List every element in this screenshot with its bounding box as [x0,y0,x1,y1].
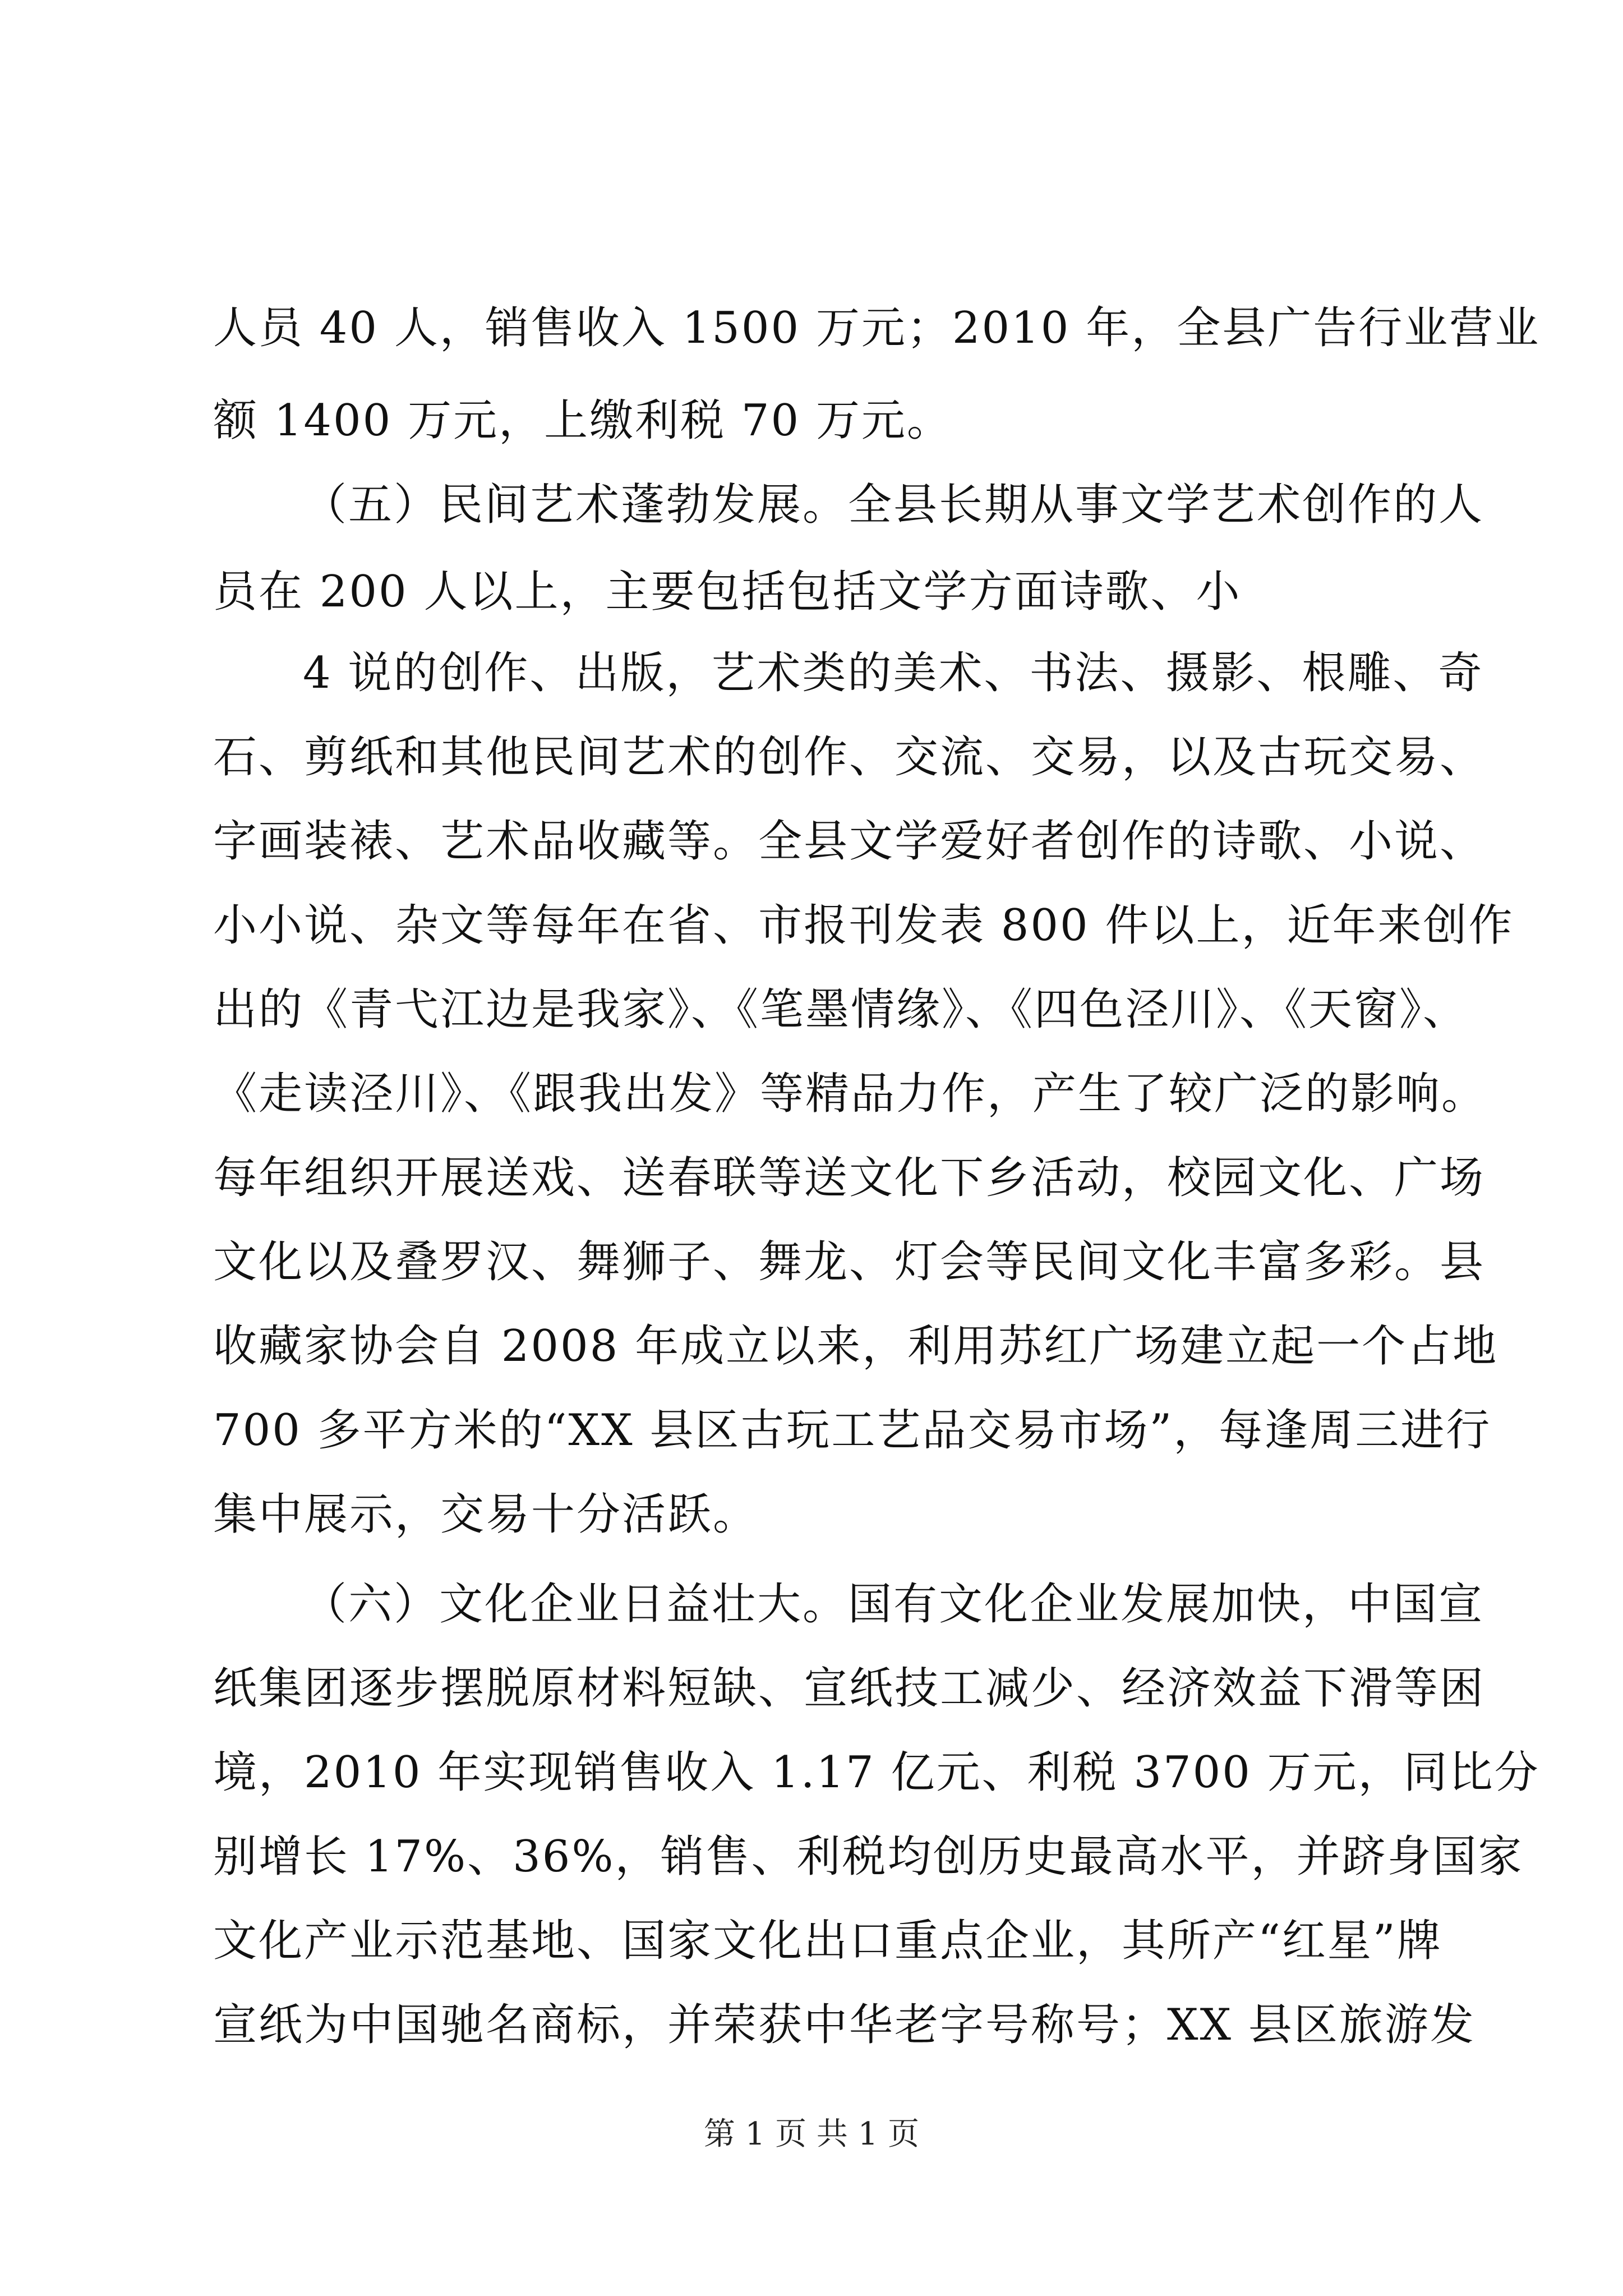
text-line-5: 4 说的创作、出版，艺术类的美术、书法、摄影、根雕、奇 [303,648,1484,698]
text-line-13: 收藏家协会自 2008 年成立以来，利用苏红广场建立起一个占地 [213,1321,1498,1372]
text-line-3: （五）民间艺术蓬勃发展。全县长期从事文学艺术创作的人 [303,480,1484,530]
text-line-20: 文化产业示范基地、国家文化出口重点企业，其所产“红星”牌 [213,1916,1442,1966]
text-line-1: 人员 40 人，销售收入 1500 万元；2010 年，全县广告行业营业 [213,303,1541,353]
text-line-2: 额 1400 万元，上缴利税 70 万元。 [213,395,952,446]
text-line-18: 境，2010 年实现销售收入 1.17 亿元、利税 3700 万元，同比分 [213,1747,1540,1798]
text-line-11: 每年组织开展送戏、送春联等送文化下乡活动，校园文化、广场 [213,1153,1486,1203]
text-line-19: 别增长 17%、36%，销售、利税均创历史最高水平，并跻身国家 [213,1832,1524,1882]
text-line-4: 员在 200 人以上，主要包括包括文学方面诗歌、小 [213,567,1242,617]
text-line-8: 小小说、杂文等每年在省、市报刊发表 800 件以上，近年来创作 [213,900,1514,951]
text-line-21: 宣纸为中国驰名商标，并荣获中华老字号称号；XX 县区旅游发 [213,2000,1476,2050]
text-line-16: （六）文化企业日益壮大。国有文化企业发展加快，中国宣 [303,1579,1484,1630]
text-line-17: 纸集团逐步摆脱原材料短缺、宣纸技工减少、经济效益下滑等困 [213,1663,1486,1714]
text-line-9: 出的《青弋江边是我家》、《笔墨情缘》、《四色泾川》、《天窗》、 [213,984,1469,1035]
text-line-7: 字画装裱、艺术品收藏等。全县文学爱好者创作的诗歌、小说、 [213,816,1486,867]
text-line-15: 集中展示，交易十分活跃。 [213,1489,759,1540]
page-footer: 第 1 页 共 1 页 [703,2116,920,2152]
text-line-14: 700 多平方米的“XX 县区古玩工艺品交易市场”，每逢周三进行 [213,1405,1492,1456]
text-line-6: 石、剪纸和其他民间艺术的创作、交流、交易，以及古玩交易、 [213,732,1486,783]
text-line-10: 《走读泾川》、《跟我出发》等精品力作，产生了较广泛的影响。 [213,1069,1487,1119]
text-line-12: 文化以及叠罗汉、舞狮子、舞龙、灯会等民间文化丰富多彩。县 [213,1237,1486,1287]
